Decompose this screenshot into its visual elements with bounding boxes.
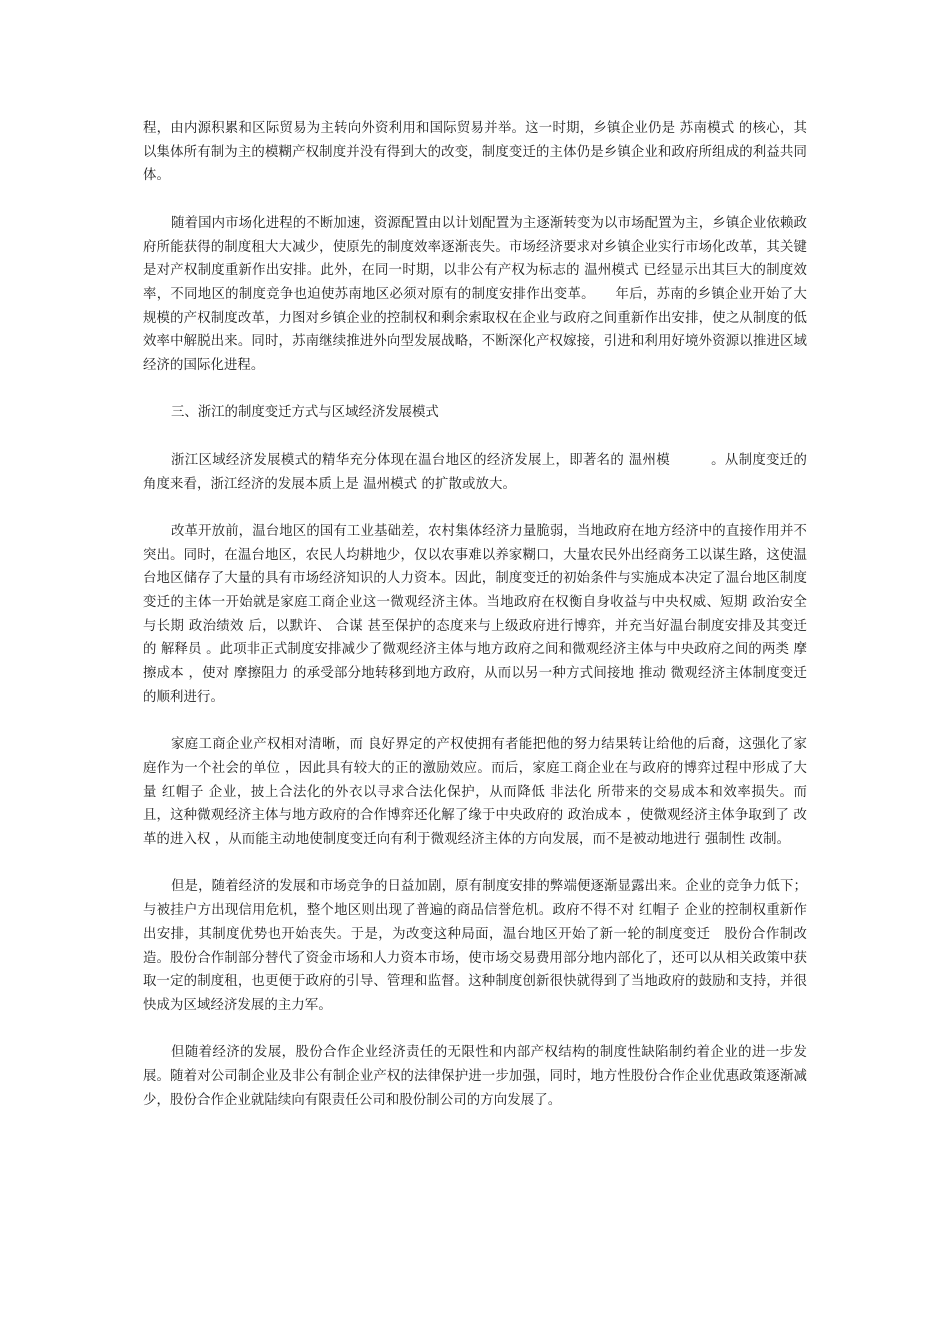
paragraph-spacer	[143, 378, 807, 402]
paragraph-continuation: 程，由内源积累和区际贸易为主转向外资利用和国际贸易并举。这一时期，乡镇企业仍是 苏南模式 的核心，其以集体所有制为主的模糊产权制度并没有得到大的改变，制度变迁的主体仍是乡镇企业和政府所组成的利益共同体。	[143, 121, 807, 184]
paragraph-family-enterprise: 家庭工商企业产权相对清晰，而 良好界定的产权使拥有者能把他的努力结果转让给他的后裔，这强化了家庭作为一个社会的单位 ，因此具有较大的正的激励效应。而后，家庭工商企业在与政府的博弈过程中形成了大量 红帽子 企业，披上合法化的外衣以寻求合法化保护，从而降低 非法化 所带来的交易成本和效率损失。而且，这种微观经济主体与地方政府的合作博弈还化解了缘于中央政府的 政治成本 ，使微观经济主体争取到了 改革的进入权 ，从而能主动地使制度变迁向有利于微观经济主体的方向发展，而不是被动地进行 强制性 改制。	[143, 737, 807, 848]
paragraph-sunan-reform: 随着国内市场化进程的不断加速，资源配置由以计划配置为主逐渐转变为以市场配置为主，乡镇企业依赖政府所能获得的制度租大大减少，使原先的制度效率逐渐丧失。市场经济要求对乡镇企业实行市场化改革，其关键是对产权制度重新作出安排。此外，在同一时期，以非公有产权为标志的 温州模式 已经显示出其巨大的制度效率，不同地区的制度竞争也迫使苏南地区必须对原有的制度安排作出变革。 年后，苏南的乡镇企业开始了大规模的产权制度改革，力图对乡镇企业的控制权和剩余索取权在企业与政府之间重新作出安排，使之从制度的低效率中解脱出来。同时，苏南继续推进外向型发展战略，不断深化产权嫁接，引进和利用好境外资源以推进区域经济的国际化进程。	[143, 215, 807, 374]
paragraph-spacer	[143, 1018, 807, 1042]
paragraph-company-transition: 但随着经济的发展，股份合作企业经济责任的无限性和内部产权结构的制度性缺陷制约着企业的进一步发展。随着对公司制企业及非公有制企业产权的法律保护进一步加强，同时，地方性股份合作企业优惠政策逐渐减少，股份合作企业就陆续向有限责任公司和股份制公司的方向发展了。	[143, 1045, 807, 1108]
section-heading: 三、浙江的制度变迁方式与区域经济发展模式	[171, 405, 439, 421]
paragraph-zhejiang-model: 浙江区域经济发展模式的精华充分体现在温台地区的经济发展上，即著名的 温州模 。从制度变迁的角度来看，浙江经济的发展本质上是 温州模式 的扩散或放大。	[143, 452, 807, 492]
paragraph-spacer	[143, 710, 807, 734]
paragraph-wentai-initial: 改革开放前，温台地区的国有工业基础差，农村集体经济力量脆弱，当地政府在地方经济中的直接作用并不突出。同时，在温台地区，农民人均耕地少，仅以农事难以养家糊口，大量农民外出经商务工以谋生路，这使温台地区储存了大量的具有市场经济知识的人力资本。因此，制度变迁的初始条件与实施成本决定了温台地区制度变迁的主体一开始就是家庭工商企业这一微观经济主体。当地政府在权衡自身收益与中央权威、短期 政治安全 与长期 政治绩效 后，以默许、 合谋 甚至保护的态度来与上级政府进行博弈，并充当好温台制度安排及其变迁的 解释员 。此项非正式制度安排减少了微观经济主体与地方政府之间和微观经济主体与中央政府之间的两类 摩擦成本 ，使对 摩擦阻力 的承受部分地转移到地方政府，从而以另一种方式间接地 推动 微观经济主体制度变迁的顺利进行。	[143, 523, 807, 705]
paragraph-spacer	[143, 188, 807, 212]
paragraph-spacer	[143, 852, 807, 876]
paragraph-spacer	[143, 425, 807, 449]
paragraph-joint-stock: 但是，随着经济的发展和市场竞争的日益加剧，原有制度安排的弊端便逐渐显露出来。企业的竞争力低下；与被挂户方出现信用危机，整个地区则出现了普遍的商品信誉危机。政府不得不对 红帽子 企业的控制权重新作出安排，其制度优势也开始丧失。于是，为改变这种局面，温台地区开始了新一轮的制度变迁 股份合作制改造。股份合作制部分替代了资金市场和人力资本市场，使市场交易费用部分地内部化了，还可以从相关政策中获取一定的制度租，也更便于政府的引导、管理和监督。这种制度创新很快就得到了当地政府的鼓励和支持，并很快成为区域经济发展的主力军。	[143, 879, 807, 1013]
document-page	[143, 117, 807, 1112]
paragraph-spacer	[143, 496, 807, 520]
